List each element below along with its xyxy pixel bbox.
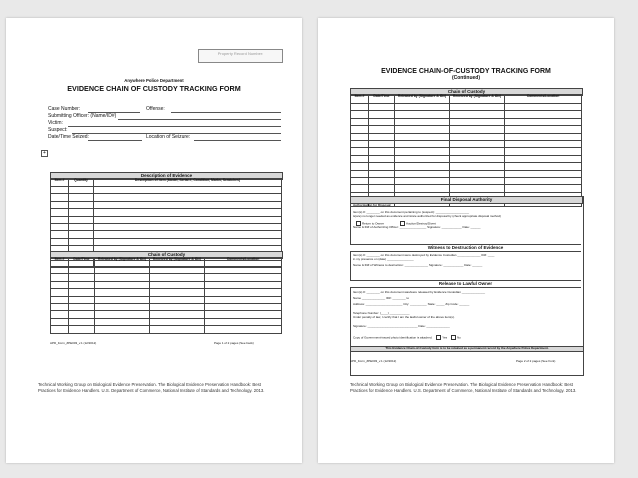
footer-form-id: APD_Form_#PE003_v.1 (12/2012) [350, 359, 397, 363]
table-row[interactable] [51, 289, 282, 296]
table-row[interactable] [51, 274, 282, 281]
table-row[interactable] [51, 296, 282, 303]
table-row [51, 258, 282, 267]
authorization-text-1: Item(s) #: ________ on this document pertaining to (suspect): ____________________ [353, 210, 470, 214]
table-row[interactable] [51, 326, 282, 333]
photo-id-text: Copy of Government-issued photo identification is attached. [353, 335, 433, 340]
table-row[interactable] [351, 126, 582, 133]
final-disposal-title: Final Disposal Authority [350, 196, 583, 204]
submitting-officer-line[interactable] [118, 119, 281, 120]
checkbox-icon[interactable] [451, 335, 456, 340]
datetime-seized-line[interactable] [88, 140, 142, 141]
col-item-header: Item # [351, 95, 369, 104]
table-row[interactable] [51, 216, 282, 223]
release-text-3[interactable]: Address: ______________________ City: __________ State: _____ Zip Code: ______ [353, 302, 470, 306]
release-text-4[interactable]: Telephone Number: (____) ____________ [353, 311, 410, 315]
table-row[interactable] [351, 118, 582, 125]
table-row[interactable] [351, 104, 582, 111]
table-row[interactable] [51, 223, 282, 230]
victim-label: Victim: [48, 120, 63, 126]
witness-text-2[interactable]: in my presence on (date) ________________ [353, 257, 414, 261]
checkbox-icon[interactable] [436, 335, 441, 340]
location-seizure-line[interactable] [194, 140, 281, 141]
footer-page-number: Page 2 of 2 pages (See front) [516, 359, 556, 363]
col-received-header: Received by (Signature & ID#) [450, 95, 505, 104]
table-row[interactable] [351, 140, 582, 147]
table-row[interactable] [51, 267, 282, 274]
table-row[interactable] [51, 238, 282, 245]
table-row[interactable] [51, 231, 282, 238]
custody-table-title: Chain of Custody [50, 251, 283, 259]
table-row[interactable] [351, 155, 582, 162]
submitting-officer-label: Submitting Officer: (Name/ID#) [48, 113, 117, 119]
table-row[interactable] [51, 201, 282, 208]
witness-text-1[interactable]: Item(s) #: ________ on this document were destroyed by Evidence Custodian ______________ ID#: ____ [353, 253, 495, 257]
table-row[interactable] [351, 163, 582, 170]
department-name: Anywhere Police Department [124, 78, 184, 83]
table-row[interactable] [51, 303, 282, 310]
authorization-text-2: is(are) no longer needed as evidence and is/are authorized for disposal by (check appropriate disposal method) [353, 214, 501, 218]
custody-table-continued [350, 94, 582, 207]
yes-label: Yes [442, 335, 448, 340]
release-text-2[interactable]: Name ______________ ID#: ________ to [353, 296, 410, 300]
witness-title: Witness to Destruction of Evidence [350, 244, 581, 252]
table-row[interactable] [51, 311, 282, 318]
table-row[interactable] [351, 185, 582, 192]
case-number-label: Case Number: [48, 106, 81, 112]
form-title-continued: EVIDENCE CHAIN-OF-CUSTODY TRACKING FORM [381, 68, 551, 75]
auction-destroy-label: Auction/Destroy/Divert [406, 221, 436, 226]
release-text-1[interactable]: Item(s) #: ________ on this document was/were released by Evidence Custodian ______________ [353, 290, 486, 294]
property-record-label: Property Record Number: [217, 51, 264, 56]
release-text-5: Under penalty of law, I certify that I am the lawful owner of the above item(s). [353, 315, 455, 319]
photo-id-row [353, 335, 461, 340]
location-seizure-label: Location of Seizure: [146, 134, 191, 140]
form-page-2 [318, 18, 614, 463]
offense-label: Offense: [146, 106, 165, 112]
table-row[interactable] [351, 177, 582, 184]
suspect-label: Suspect: [48, 127, 68, 133]
release-text-6[interactable]: Signature: ______________________________ Date: ______________ [353, 324, 450, 328]
col-item-header: Item # [51, 179, 69, 187]
retention-note: This Evidence Chain-of-Custody form is to be retained as a permanent record by the Anywhere Police Department. [350, 346, 584, 352]
table-row[interactable] [51, 187, 282, 194]
col-datetime-header: Date/Time [369, 95, 395, 104]
custody-table-title: Chain of Custody [350, 88, 583, 96]
table-row[interactable] [51, 209, 282, 216]
table-row[interactable] [51, 318, 282, 325]
table-row[interactable] [51, 194, 282, 201]
col-description-header: Description of Item (Model, Serial #, Condition, Marks, Scratches) [94, 179, 282, 187]
col-released-header: Released by (Signature & ID#) [95, 258, 150, 267]
property-record-box [198, 49, 283, 63]
form-page-1 [6, 18, 302, 463]
table-row [351, 95, 582, 104]
col-quantity-header: Quantity [69, 179, 94, 187]
table-row [51, 179, 282, 187]
authorizing-officer-line[interactable]: Name & ID# of Authorizing Officer: ________________ Signature: ____________ Date: ______ [353, 225, 481, 229]
footer-form-id: APD_Form_#PE003_v.1 (12/2012) [50, 341, 97, 345]
witness-text-3[interactable]: Name & ID# of Witness to destruction: ______________ Signature: ____________ Date: ______ [353, 263, 483, 267]
footer-page-number: Page 1 of 2 pages (See back) [214, 341, 254, 345]
col-comments-header: Comments/Location [205, 258, 282, 267]
no-label: No [456, 335, 461, 340]
col-received-header: Received by (Signature & ID#) [150, 258, 205, 267]
col-comments-header: Comments/Location [505, 95, 582, 104]
table-move-handle-icon[interactable]: + [41, 150, 48, 157]
release-title: Release to Lawful Owner [350, 280, 581, 288]
authorization-heading: Authorization for Disposal [353, 203, 391, 207]
description-table-title: Description of Evidence [50, 172, 283, 180]
col-datetime-header: Date/Time [69, 258, 95, 267]
victim-line[interactable] [68, 126, 281, 127]
citation-text: Technical Working Group on Biological Evidence Preservation. The Biological Evidence Preservation Handbook: Best Practices for Evidence Handlers. U.S. Department of Commerce, National Institute of Standards and Technology. 2013. [350, 382, 577, 393]
table-row[interactable] [351, 111, 582, 118]
custody-table [50, 257, 282, 334]
return-to-owner-label: Return to Owner [362, 221, 385, 226]
col-released-header: Released by (Signature & ID#) [395, 95, 450, 104]
table-row[interactable] [351, 170, 582, 177]
form-subtitle: (Continued) [451, 75, 481, 81]
table-row[interactable] [351, 148, 582, 155]
table-row[interactable] [351, 133, 582, 140]
citation-text: Technical Working Group on Biological Evidence Preservation. The Biological Evidence Preservation Handbook: Best Practices for Evidence Handlers. U.S. Department of Commerce, National Institute of Standards and Technology. 2013. [38, 382, 265, 393]
datetime-seized-label: Date/Time Seized: [48, 134, 89, 140]
table-row[interactable] [51, 281, 282, 288]
col-item-header: Item # [51, 258, 69, 267]
offense-line[interactable] [171, 112, 281, 113]
form-title: EVIDENCE CHAIN OF CUSTODY TRACKING FORM [67, 84, 241, 93]
